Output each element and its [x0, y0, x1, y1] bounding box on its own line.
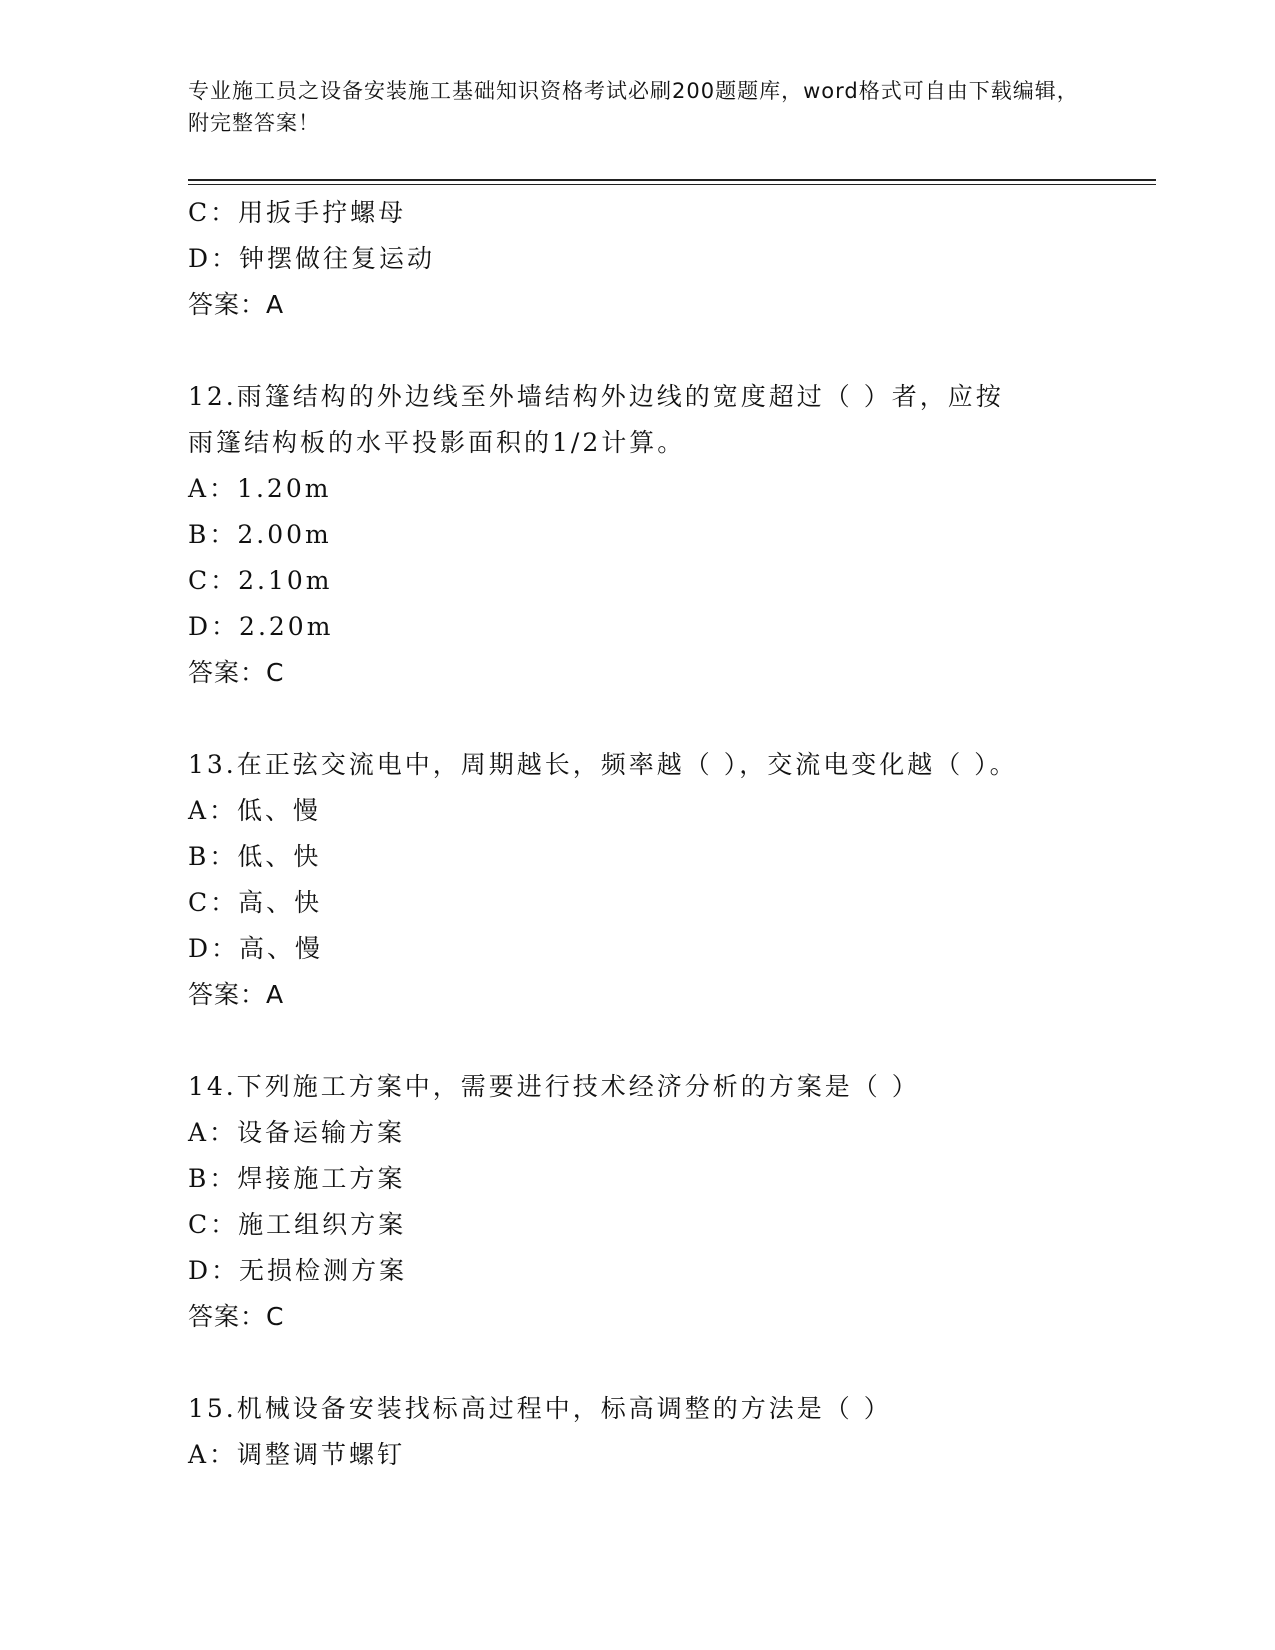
- answer-line: 答案：A: [188, 980, 285, 1009]
- question-14: 14.下列施工方案中，需要进行技术经济分析的方案是（ ）: [188, 1072, 920, 1101]
- option-d: D：无损检测方案: [188, 1256, 408, 1285]
- spacer: [188, 1018, 1088, 1064]
- option-b: B：焊接施工方案: [188, 1164, 406, 1193]
- option-a: A：低、慢: [188, 796, 322, 825]
- answer-line: 答案：C: [188, 1302, 285, 1331]
- option-d: D：高、慢: [188, 934, 324, 963]
- spacer: [188, 328, 1088, 374]
- question-list: [188, 190, 1088, 1478]
- question-13: 13.在正弦交流电中，周期越长，频率越（ ），交流电变化越（ ）。: [188, 750, 1018, 779]
- answer-line: 答案：C: [188, 658, 285, 687]
- option-c: C：高、快: [188, 888, 323, 917]
- option-a: A：1.20m: [188, 474, 332, 503]
- question-12: 12.雨篷结构的外边线至外墙结构外边线的宽度超过（ ）者，应按雨篷结构板的水平投影面积的1/2计算。: [188, 382, 1004, 457]
- option-c: C：施工组织方案: [188, 1210, 407, 1239]
- option-d: D：2.20m: [188, 612, 334, 641]
- header-rule-thin: [188, 184, 1156, 185]
- option-a: A：设备运输方案: [188, 1118, 406, 1147]
- question-15: 15.机械设备安装找标高过程中，标高调整的方法是（ ）: [188, 1394, 892, 1423]
- option-b: B：低、快: [188, 842, 322, 871]
- document-header: 专业施工员之设备安装施工基础知识资格考试必刷200题题库，word格式可自由下载编辑，附完整答案！: [188, 79, 1079, 135]
- option-c: C：2.10m: [188, 566, 333, 595]
- spacer: [188, 696, 1088, 742]
- spacer: [188, 1340, 1088, 1386]
- option-d: D：钟摆做往复运动: [188, 244, 436, 273]
- option-c: C：用扳手拧螺母: [188, 198, 407, 227]
- header-rule-thick: [188, 179, 1156, 181]
- option-b: B：2.00m: [188, 520, 332, 549]
- answer-line: 答案：A: [188, 290, 285, 319]
- option-a: A：调整调节螺钉: [188, 1440, 406, 1469]
